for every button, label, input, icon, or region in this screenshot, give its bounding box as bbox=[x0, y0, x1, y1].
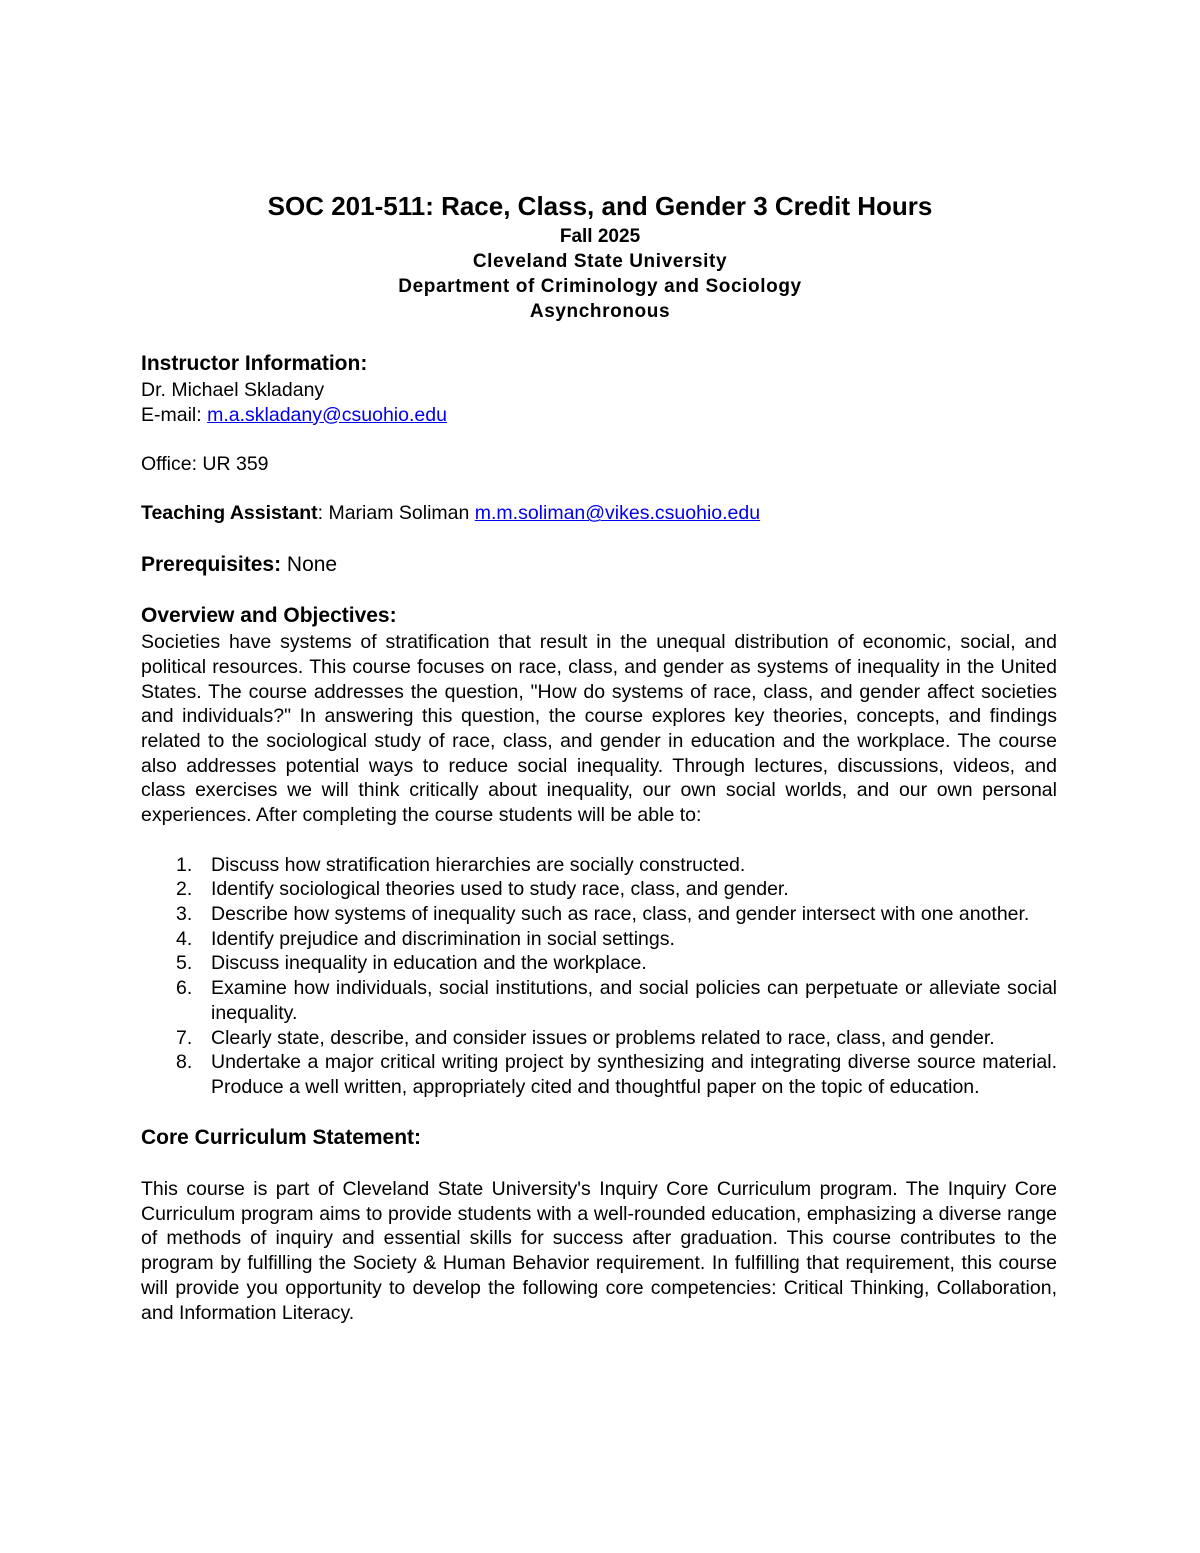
overview-heading: Overview and Objectives: bbox=[141, 604, 397, 628]
objective-text: Undertake a major critical writing project by synthesizing and integrating diverse source material. Produce a well written, appropriately cited and thoughtful paper on the topic of education. bbox=[211, 1051, 1057, 1098]
instructor-heading: Instructor Information: bbox=[141, 352, 368, 375]
objective-number: 3. bbox=[176, 902, 193, 925]
objective-item bbox=[141, 951, 1057, 976]
prerequisites-value: None bbox=[281, 552, 338, 576]
overview-section bbox=[141, 602, 1057, 1099]
objective-number: 1. bbox=[176, 853, 193, 876]
objective-item bbox=[141, 927, 1057, 952]
overview-paragraph: Societies have systems of stratification that result in the unequal distribution of economic, social, and political resources. This course focuses on race, class, and gender as systems of inequality in the United States. The course addresses the question, "How do systems of race, class, and gender affect societies and individuals?" In answering this question, the course explores key theories, concepts, and findings related to the sociological study of race, class, and gender in education and the workplace. The course also addresses potential ways to reduce social inequality. Through lectures, discussions, videos, and class exercises we will think critically about inequality, our own social worlds, and our own personal experiences. After completing the course students will be able to: bbox=[141, 631, 1057, 827]
objective-text: Discuss inequality in education and the workplace. bbox=[211, 952, 647, 975]
objective-number: 6. bbox=[176, 977, 193, 1000]
email-label: E-mail: bbox=[141, 403, 208, 426]
objective-item bbox=[141, 1026, 1057, 1051]
objective-text: Identify prejudice and discrimination in social settings. bbox=[211, 927, 675, 950]
objective-item bbox=[141, 853, 1057, 878]
course-term: Fall 2025 bbox=[559, 226, 641, 247]
university-name: Cleveland State University bbox=[472, 251, 728, 272]
objective-item bbox=[141, 1050, 1057, 1099]
core-curriculum-section bbox=[141, 1124, 1057, 1325]
core-heading: Core Curriculum Statement: bbox=[141, 1126, 422, 1150]
teaching-assistant-line bbox=[141, 501, 1057, 526]
instructor-email-link[interactable]: m.a.skladany@csuohio.edu bbox=[207, 403, 447, 426]
objective-text: Examine how individuals, social institutions, and social policies can perpetuate or alleviate social inequality. bbox=[211, 977, 1057, 1024]
ta-name: : Mariam Soliman bbox=[317, 502, 475, 525]
core-paragraph: This course is part of Cleveland State University's Inquiry Core Curriculum program. The Inquiry Core Curriculum program aims to provide students with a well-rounded education, emphasizing a diverse range of methods of inquiry and essential skills for success after graduation. This course contributes to the program by fulfilling the Society & Human Behavior requirement. In fulfilling that requirement, this course will provide you opportunity to develop the following core competencies: Critical Thinking, Collaboration, and Information Literacy. bbox=[141, 1177, 1057, 1324]
instructor-section bbox=[141, 350, 1057, 551]
prerequisites-line bbox=[141, 553, 1057, 578]
objective-item bbox=[141, 877, 1057, 902]
ta-label: Teaching Assistant bbox=[141, 502, 318, 525]
course-title: SOC 201-511: Race, Class, and Gender 3 Credit Hours bbox=[267, 191, 933, 221]
prerequisites-label: Prerequisites: bbox=[141, 552, 282, 576]
instructor-office: Office: UR 359 bbox=[141, 453, 269, 476]
ta-email-link[interactable]: m.m.soliman@vikes.csuohio.edu bbox=[474, 502, 761, 525]
objective-number: 8. bbox=[176, 1051, 193, 1074]
objective-number: 4. bbox=[176, 927, 193, 950]
instructor-email-line bbox=[141, 403, 1057, 428]
objective-number: 5. bbox=[176, 952, 193, 975]
objective-text: Identify sociological theories used to study race, class, and gender. bbox=[211, 878, 789, 901]
instructor-name: Dr. Michael Skladany bbox=[141, 379, 325, 401]
objective-item bbox=[141, 902, 1057, 927]
course-modality: Asynchronous bbox=[529, 301, 671, 322]
document-body bbox=[141, 350, 1057, 1325]
objective-text: Describe how systems of inequality such as race, class, and gender intersect with one another. bbox=[211, 902, 1030, 925]
objective-text: Clearly state, describe, and consider issues or problems related to race, class, and gender. bbox=[211, 1026, 995, 1049]
objectives-list bbox=[141, 853, 1057, 1100]
objective-number: 2. bbox=[176, 878, 193, 901]
objective-item bbox=[141, 976, 1057, 1025]
department-name: Department of Criminology and Sociology bbox=[398, 276, 802, 297]
document-header bbox=[0, 188, 1200, 324]
objective-number: 7. bbox=[176, 1026, 193, 1049]
objective-text: Discuss how stratification hierarchies are socially constructed. bbox=[211, 853, 746, 876]
